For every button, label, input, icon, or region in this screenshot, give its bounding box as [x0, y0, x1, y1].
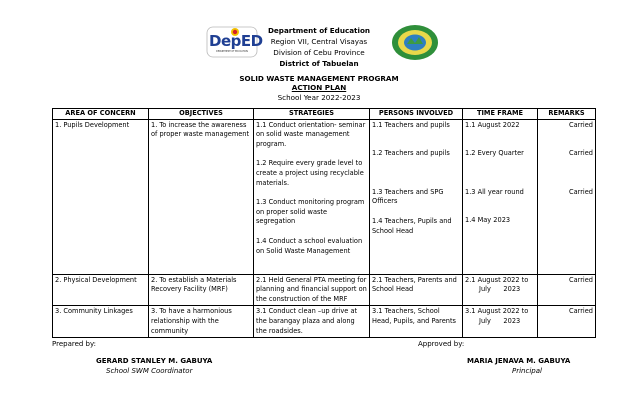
objective-cell: 1. To increase the awareness of proper waste management: [149, 119, 254, 274]
remark-item: Carried: [568, 149, 593, 158]
time-item: 1.4 May 2023: [465, 216, 511, 225]
persons-item: 1.4 Teachers, Pupils and School Head: [372, 216, 452, 235]
time-item: July 2023: [479, 316, 521, 325]
strategy-item: 1.4 Conduct a school evaluation on Solid Waste Management: [256, 236, 363, 255]
approver-name: MARIA JENAVA M. GABUYA: [467, 357, 571, 365]
remarks-cell: [538, 119, 596, 274]
approver-title: Principal: [512, 367, 542, 375]
time-frame-cell: [463, 274, 538, 306]
school-year: School Year 2022-2023: [277, 93, 361, 102]
action-plan-table: [52, 108, 596, 338]
deped-logo-text: DepED: [209, 32, 263, 50]
time-item: 3.1 August 2022 to: [465, 307, 529, 316]
time-item: 1.3 All year round: [465, 187, 524, 196]
plan-title: ACTION PLAN: [291, 83, 347, 92]
district-name: District of Tabuelan: [279, 59, 359, 68]
column-header: REMARKS: [538, 109, 596, 120]
persons-cell: 2.1 Teachers, Parents and School Head: [370, 274, 463, 306]
remarks-cell: Carried: [538, 274, 596, 306]
column-header: AREA OF CONCERN: [53, 109, 149, 120]
approved-by-label: Approved by:: [418, 340, 465, 348]
column-header: STRATEGIES: [254, 109, 370, 120]
table-header-row: [53, 109, 596, 120]
table-row: [53, 306, 596, 338]
column-header: TIME FRAME: [463, 109, 538, 120]
persons-item: 1.1 Teachers and pupils: [372, 120, 450, 129]
area-cell: 3. Community Linkages: [53, 306, 149, 338]
column-header: PERSONS INVOLVED: [370, 109, 463, 120]
time-item: 1.1 August 2022: [465, 120, 520, 129]
strategy-item: 1.3 Conduct monitoring program on proper solid waste segregation: [256, 198, 365, 226]
program-title: SOLID WASTE MANAGEMENT PROGRAM: [239, 74, 399, 83]
persons-item: 1.2 Teachers and pupils: [372, 149, 450, 158]
deped-logo-subtext: DEPARTMENT OF EDUCATION: [216, 50, 248, 53]
preparer-title: School SWM Coordinator: [106, 367, 193, 375]
strategy-cell: 2.1 Held General PTA meeting for planning and financial support on the construction of the MRF: [254, 274, 370, 306]
persons-cell: 3.1 Teachers, School Head, Pupils, and Parents: [370, 306, 463, 338]
time-item: 2.1 August 2022 to: [465, 275, 529, 284]
remark-item: Carried: [568, 120, 593, 129]
division-name: Division of Cebu Province: [273, 48, 365, 57]
table-row: [53, 119, 596, 274]
time-item: 1.2 Every Quarter: [465, 149, 524, 158]
objective-cell: 3. To have a harmonious relationship with the community: [149, 306, 254, 338]
area-cell: 2. Physical Development: [53, 274, 149, 306]
strategy-item: 1.1 Conduct orientation- seminar on solid waste management program.: [256, 120, 366, 148]
strategies-cell: [254, 119, 370, 274]
strategy-item: 1.2 Require every grade level to create a project using recyclable materials.: [256, 159, 364, 187]
region-name: Region VII, Central Visayas: [270, 37, 368, 46]
column-header: OBJECTIVES: [149, 109, 254, 120]
time-frame-cell: [463, 119, 538, 274]
objective-cell: 2. To establish a Materials Recovery Facility (MRF): [149, 274, 254, 306]
preparer-name: GERARD STANLEY M. GABUYA: [96, 357, 213, 365]
department-name: Department of Education: [267, 26, 371, 35]
persons-item: 1.3 Teachers and SPG Officers: [372, 187, 444, 206]
time-frame-cell: [463, 306, 538, 338]
remarks-cell: Carried: [538, 306, 596, 338]
area-cell: 1. Pupils Development: [53, 119, 149, 274]
strategy-cell: 3.1 Conduct clean –up drive at the barangay plaza and along the roadsides.: [254, 306, 370, 338]
time-item: July 2023: [479, 285, 521, 294]
prepared-by-label: Prepared by:: [52, 340, 96, 348]
table-row: [53, 274, 596, 306]
remark-item: Carried: [568, 187, 593, 196]
persons-cell: [370, 119, 463, 274]
